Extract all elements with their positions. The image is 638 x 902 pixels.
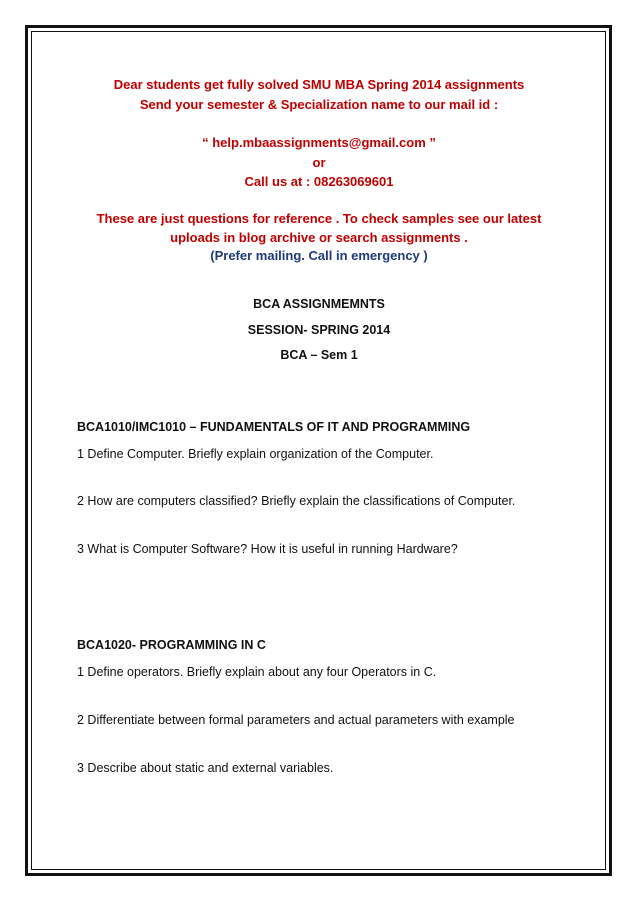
document-session: SESSION- SPRING 2014 xyxy=(247,323,391,337)
document-title: BCA ASSIGNMEMNTS xyxy=(253,297,385,311)
question-item: 3 Describe about static and external variables. xyxy=(77,761,334,775)
promo-line-1: Dear students get fully solved SMU MBA Spring 2014 assignments xyxy=(113,77,525,92)
question-item: 2 How are computers classified? Briefly explain the classifications of Computer. xyxy=(77,494,516,508)
promo-reference-line-1: These are just questions for reference . To check samples see our latest xyxy=(96,211,542,226)
question-item: 2 Differentiate between formal parameters and actual parameters with example xyxy=(77,713,515,727)
question-item: 1 Define operators. Briefly explain about any four Operators in C. xyxy=(77,665,437,679)
question-item: 3 What is Computer Software? How it is useful in running Hardware? xyxy=(77,542,458,556)
question-item: 1 Define Computer. Briefly explain organization of the Computer. xyxy=(77,447,434,461)
section-title: BCA1020- PROGRAMMING IN C xyxy=(77,638,266,652)
document-semester: BCA – Sem 1 xyxy=(280,348,358,362)
promo-phone: Call us at : 08263069601 xyxy=(244,174,394,189)
promo-line-2: Send your semester & Specialization name to our mail id : xyxy=(139,97,499,112)
promo-reference-line-2: uploads in blog archive or search assignments . xyxy=(170,230,468,245)
promo-or: or xyxy=(312,155,326,170)
promo-prefer-note: (Prefer mailing. Call in emergency ) xyxy=(210,248,428,263)
promo-email: “ help.mbaassignments@gmail.com ” xyxy=(202,135,436,150)
section-title: BCA1010/IMC1010 – FUNDAMENTALS OF IT AND PROGRAMMING xyxy=(77,420,471,434)
